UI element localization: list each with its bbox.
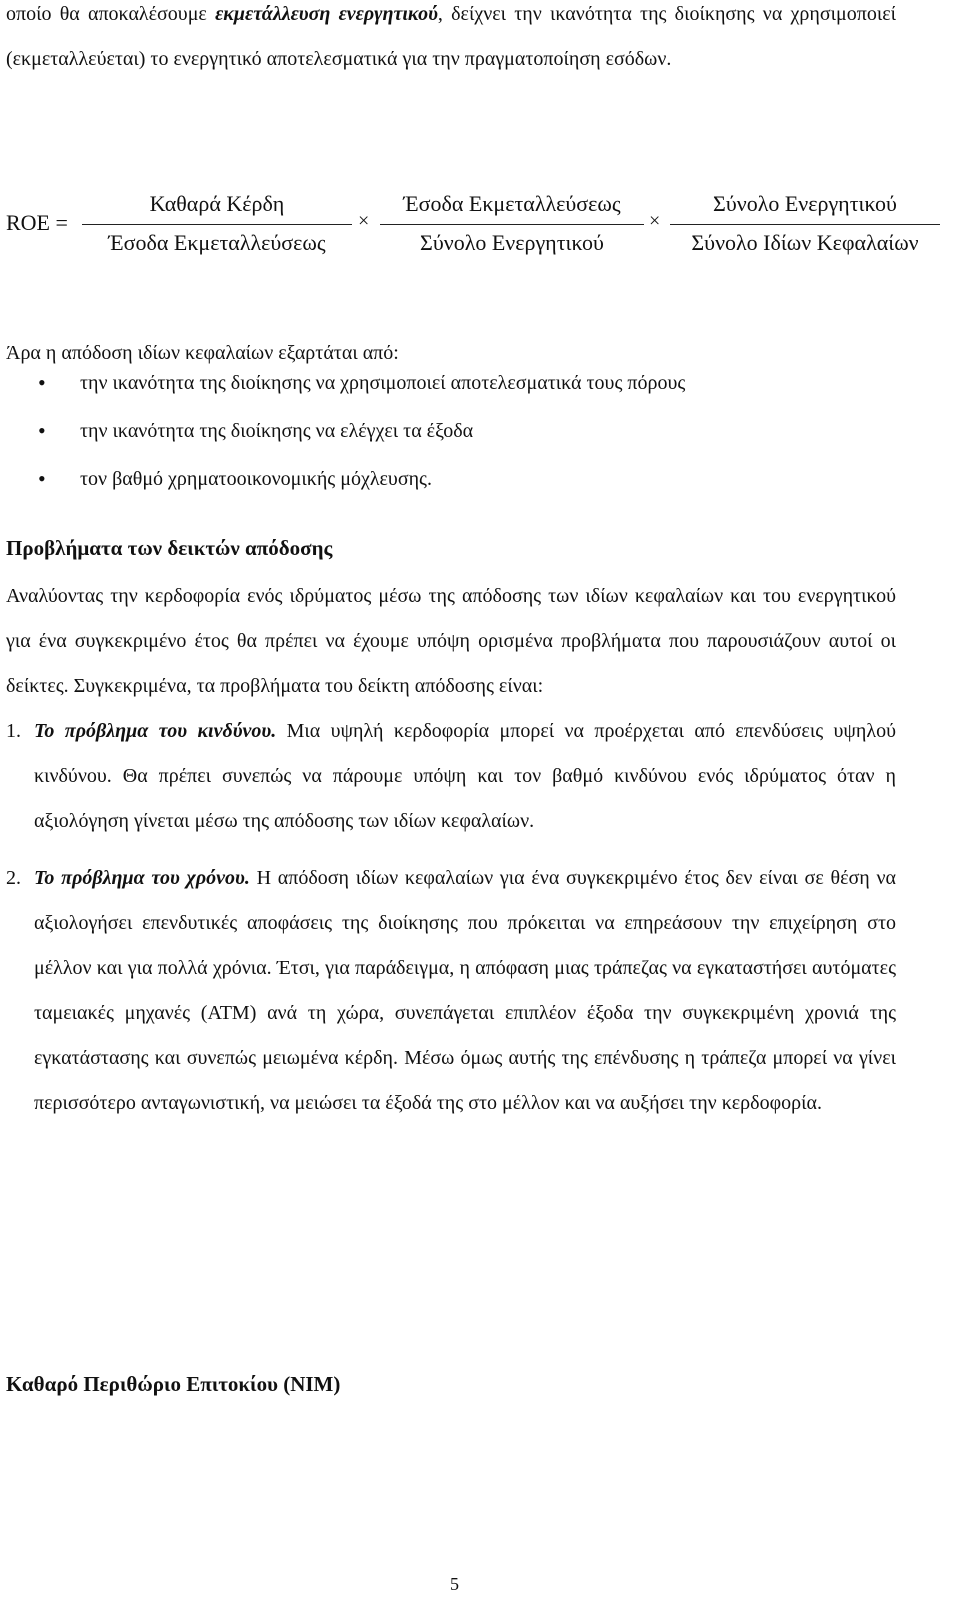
formula-fraction-1 <box>82 190 352 257</box>
problem-item-risk <box>6 709 896 844</box>
section-heading-nim: Καθαρό Περιθώριο Επιτοκίου (ΝΙΜ) <box>6 1372 341 1396</box>
formula-lhs: ROE = <box>6 210 68 235</box>
fraction-3-denominator: Σύνολο Ιδίων Κεφαλαίων <box>691 230 919 255</box>
multiply-sign-2: × <box>649 210 661 232</box>
fraction-2-bar <box>380 224 644 225</box>
section-heading-problems: Προβλήματα των δεικτών απόδοσης <box>6 536 333 560</box>
intro-emphasis: εκμετάλλευση ενεργητικού <box>215 3 438 25</box>
roe-formula <box>6 190 956 270</box>
fraction-2-numerator: Έσοδα Εκμεταλλεύσεως <box>403 191 621 216</box>
item-text: Μια υψηλή κερδοφορία μπορεί να προέρχεται από επενδύσεις υψηλού κινδύνου. Θα πρέπει συνεπώς να πάρουμε υπόψη και τον βαθμό κινδύνου ενός ιδρύματος όταν η αξιολόγηση γίνεται μέσω της απόδοσης των ιδίων κεφαλαίων. <box>34 720 896 832</box>
list-item: • την ικανότητα της διοίκησης να χρησιμοποιεί αποτελεσματικά τους πόρους <box>6 368 685 416</box>
fraction-1-numerator: Καθαρά Κέρδη <box>149 191 285 216</box>
fraction-1-bar <box>82 224 352 225</box>
intro-paragraph <box>6 0 896 82</box>
page-number: 5 <box>450 1574 459 1594</box>
dependency-list <box>6 368 685 512</box>
intro-text-end: , δείχνει την ικανότητα της διοίκησης να χρησιμοποιεί (εκμεταλλεύεται) το ενεργητικό αποτελεσματικά για την πραγματοποίηση εσόδων. <box>6 3 896 70</box>
item-number: 2. <box>6 867 21 889</box>
problem-item-time <box>6 856 896 1126</box>
formula-fraction-3 <box>670 190 940 257</box>
item-title: Το πρόβλημα του κινδύνου. <box>34 720 277 742</box>
problems-intro: Αναλύοντας την κερδοφορία ενός ιδρύματος μέσω της απόδοσης των ιδίων κεφαλαίων και του ενεργητικού για ένα συγκεκριμένο έτος θα πρέπει να έχουμε υπόψη ορισμένα προβλήματα που παρουσιάζουν αυτοί οι δείκτες. Συγκεκριμένα, τα προβλήματα του δείκτη απόδοσης είναι: <box>6 585 896 697</box>
fraction-2-denominator: Σύνολο Ενεργητικού <box>420 230 604 255</box>
fraction-3-bar <box>670 224 940 225</box>
problems-section <box>6 574 896 1126</box>
item-title: Το πρόβλημα του χρόνου. <box>34 867 250 889</box>
formula-fraction-2 <box>380 190 644 257</box>
fraction-1-denominator: Έσοδα Εκμεταλλεύσεως <box>108 230 326 255</box>
list-item: • τον βαθμό χρηματοοικονομικής μόχλευσης. <box>6 464 685 512</box>
fraction-3-numerator: Σύνολο Ενεργητικού <box>713 191 897 216</box>
list-item: • την ικανότητα της διοίκησης να ελέγχει τα έξοδα <box>6 416 685 464</box>
item-text: Η απόδοση ιδίων κεφαλαίων για ένα συγκεκριμένο έτος δεν είναι σε θέση να αξιολογήσει επενδυτικές αποφάσεις της διοίκησης που πρόκειται να επηρεάσουν την επιχείρηση στο μέλλον και για πολλά χρόνια. Έτσι, για παράδειγμα, η απόφαση μιας τράπεζας να εγκαταστήσει αυτόματες ταμειακές μηχανές (ΑΤΜ) ανά τη χώρα, συνεπάγεται επιπλέον έξοδα την συγκεκριμένη χρονιά της εγκατάστασης και συνεπώς μειωμένα κέρδη. Μέσω όμως αυτής της επένδυσης η τράπεζα μπορεί να γίνει περισσότερο ανταγωνιστική, να μειώσει τα έξοδά της στο μέλλον και να αυξήσει την κερδοφορία. <box>34 867 896 1114</box>
multiply-sign-1: × <box>358 210 370 232</box>
intro-text-start: οποίο θα αποκαλέσουμε <box>6 3 216 25</box>
item-number: 1. <box>6 720 21 742</box>
dependency-lead: Άρα η απόδοση ιδίων κεφαλαίων εξαρτάται από: <box>6 342 399 364</box>
